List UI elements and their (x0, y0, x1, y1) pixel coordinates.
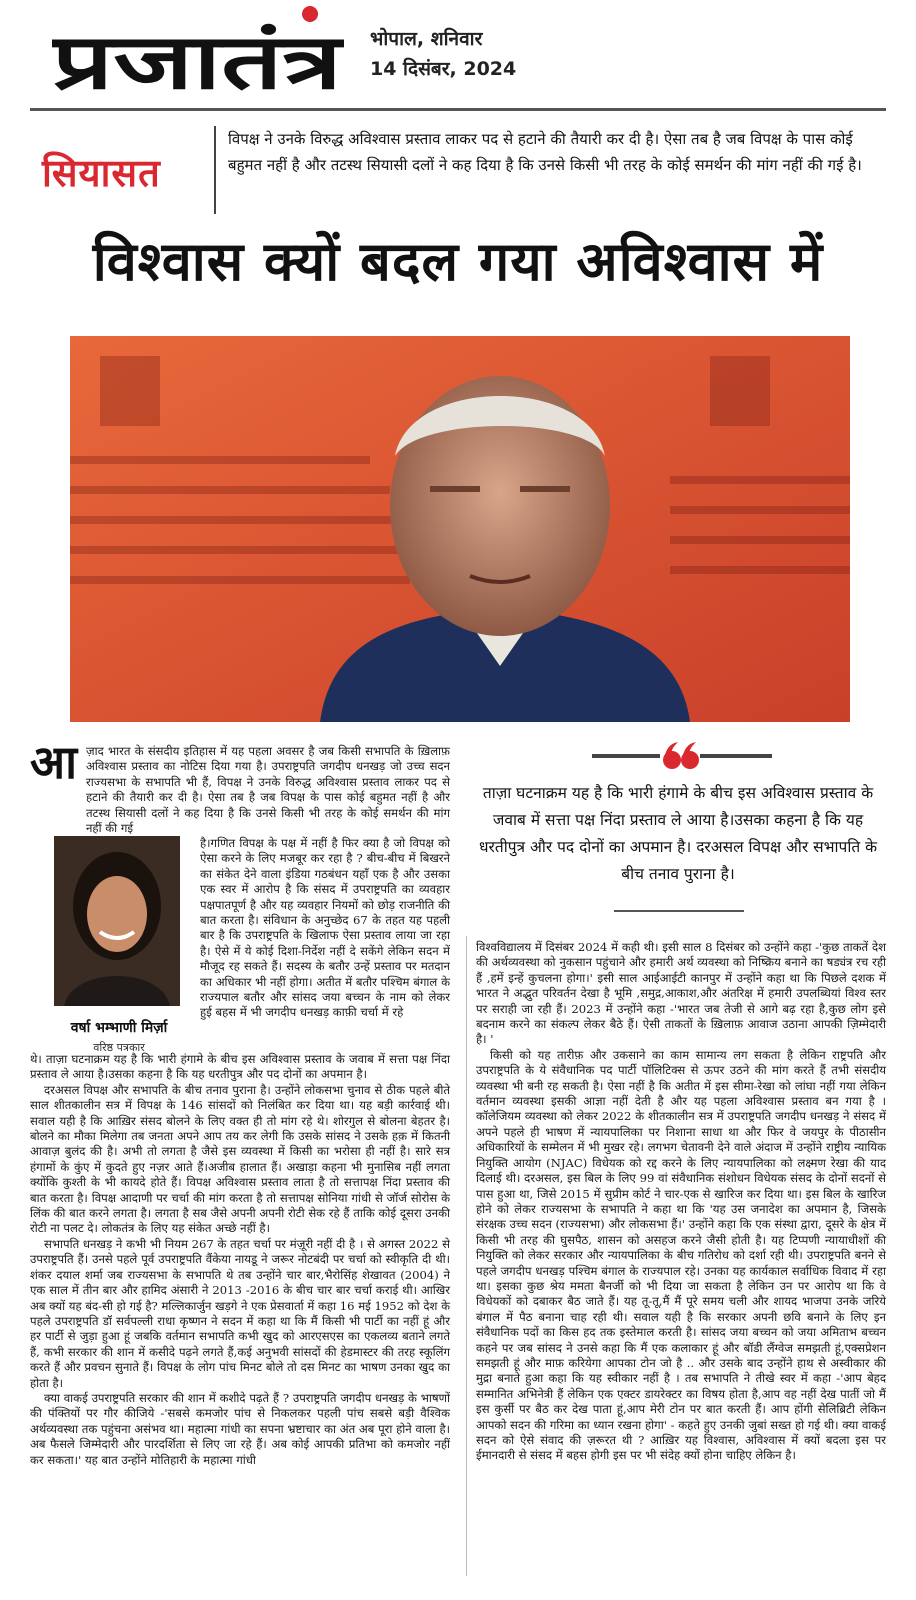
headline: विश्वास क्यों बदल गया अविश्वास में (92, 230, 824, 293)
lead-photo (70, 336, 850, 722)
masthead-rule (30, 108, 886, 111)
issue-date: 14 दिसंबर, 2024 (370, 58, 517, 80)
author-role: वरिष्ठ पत्रकार (93, 1041, 145, 1054)
article-beside-photo: है।गणित विपक्ष के पक्ष में नहीं है फिर क्या है जो विपक्ष को ऐसा करने के लिए मजबूर कर रहा है ? बीच-बीच में बिखरने का संकेत देने वाला इंडिया गठबंधन यहाँ एक है और उसका एक स्वर में आरोप है कि संसद में उपराष्ट्रपति का व्यवहार पक्षपातपूर्ण है और यह व्यवहार नियमों को छोड़ राजनीति की बात करता है। संविधान के अनुच्छेद 67 के तहत यह पहली बार है कि उपराष्ट्रपति के खिलाफ ऐसा प्रस्ताव लाया जा रहा है। ऐसे में ये कोई दिशा-निर्देश नहीं दे सकेंगे लेकिन सदन में मौजूद रह सकते हैं। सदस्य के बतौर उन्हें प्रस्ताव पर मतदान का अधिकार भी नहीं होगा। अतीत में बतौर पश्चिम बंगाल के राज्यपाल बतौर और सांसद जया बच्चन के नाम को लेकर हुई बहस में भी जगदीप धनखड़ काफ़ी चर्चा में रहे (200, 836, 450, 1020)
article-left-column: थे। ताज़ा घटनाक्रम यह है कि भारी हंगामे के बीच इस अविश्वास प्रस्ताव के जवाब में सत्ता पक्ष निंदा प्रस्ताव ले आया है।उसका कहना है कि यह धरतीपुत्र और पद दोनों का अपमान है। दरअसल विपक्ष और सभापति के बीच तनाव पुराना है। उन्होंने लोकसभा चुनाव से ठीक पहले बीते साल शीतकालीन सत्र में विपक्ष के 146 सांसदों को निलंबित कर दिया था। यह बड़ी कार्रवाई थी। सवाल यही है कि आख़िर संसद बोलने के लिए वक्त ही तो मांग रहे थे। शोरगुल से बोलना बेहतर है। बोलने का मौका मिलेगा तब जनता अपने आप तय कर लेगी कि उसके सांसद ने उसके हक़ में कितनी आवाज़ बुलंद की है। अभी तो लगता है जैसे इस व्यवस्था में किसी का भरोसा ही नहीं है। सारे सत्र हंगामों के कुंए में कुदते हुए नज़र आते हैं।अजीब हालात हैं। अखाड़ा कहना भी मुनासिब नहीं लगता क्योंकि कुश्ती के भी कायदे होते हैं। विपक्ष अविश्वास प्रस्ताव लाता है तो सत्तापक्ष निंदा प्रस्ताव की बात करता है। विपक्ष आदाणी पर चर्चा की मांग करता है तो सत्तापक्ष सोनिया गांधी से जॉर्ज सोरोस के लिंक की बात करने लगता है। लगता है सब जैसे अपनी अपनी रोटी सेक रहे हैं ताकि कोई दूसरा उनकी रोटी ना पलट दे। लोकतंत्र के लिए यह संकेत अच्छे नहीं है। सभापति धनखड़ ने कभी भी नियम 267 के तहत चर्चा पर मंज़ूरी नहीं दी है । से अगस्त 2022 से उपराष्ट्रपति हैं। उनसे पहले पूर्व उपराष्ट्रपति वैंकेया नायडू ने जरूर नोटबंदी पर चर्चा को स्वीकृति दी थी। शंकर दयाल शर्मा जब राज्यसभा के सभापति थे तब उन्होंने चार बार,भैरोसिंह शेखावत (2004) ने एक साल में तीन बार और हामिद अंसारी ने 2013 -2016 के बीच चार बार चर्चा कराई थी। आखिर अब क्यों यह बंद-सी हो गई है? मल्लिकार्जुन खड़गे ने एक प्रेसवार्ता में कहा 16 मई 1952 को देश के पहले उपराष्ट्रपति डॉ सर्वपल्ली राधा कृष्णन ने सदन में कहा था कि मैं किसी भी पार्टी का नहीं हूं और हर पार्टी से जुड़ा हुआ हूं जबकि वर्तमान सभापति कभी खुद को आरएसएस का एकलव्य बताने लगते हैं, कभी सरकार की शान में कसीदे पढ़ने लगते हैं,कई अनुभवी सांसदों की हेडमास्टर की तरह स्कूलिंग करते हैं और प्रवचन सुनाते हैं। विपक्ष के लोग पांच मिनट बोले तो दस मिनट का भाषण उनका खुद का होता है। क्या वाकई उपराष्ट्रपति सरकार की शान में कशीदे पढ़ते हैं ? उपराष्ट्रपति जगदीप धनखड़ के भाषणों की पंक्तियों पर गौर कीजिये -'सबसे कमजोर पांच से निकलकर पहली पांच सबसे बड़ी वैश्विक अर्थव्यवस्था तक पहुंचना असंभव था। महात्मा गांधी का सपना भ्रष्टाचार का अंत अब पूरा होने वाला है। अब फैसले जिम्मेदारी और पारदर्शिता से लिए जा रहे हैं। अब कोई आपकी प्रतिभा को कमजोर नहीं कर सकता।' यह बात उन्होंने मोतिहारी के महात्मा गांधी (30, 1052, 450, 1467)
article-opening: ज़ाद भारत के संसदीय इतिहास में यह पहला अवसर है जब किसी सभापति के ख़िलाफ़ अविश्वास प्रस्ताव का नोटिस दिया गया है। उपराष्ट्रपति जगदीप धनखड़ जो उच्च सदन राज्यसभा के सभापति भी हैं, विपक्ष ने उनके विरुद्ध अविश्वास प्रस्ताव लाकर पद से हटाने की तैयारी कर दी है। ऐसा तब है जब विपक्ष के पास कोई बहुमत नहीं है और तटस्थ सियासी दलों ने कह दिया है कि उनसे किसी भी तरह के कोई समर्थन की मांग नहीं की गई (86, 744, 450, 836)
article-right-column: विश्वविद्यालय में दिसंबर 2024 में कही थी। इसी साल 8 दिसंबर को उन्होंने कहा -'कुछ ताकतें देश की अर्थव्यवस्था को नुकसान पहुंचाने और हमारी अर्थ व्यवस्था को निष्क्रिय बनाने का षड्यंत्र रच रही हैं ,हमें इन्हें कुचलना होगा।' इसी साल आईआईटी कानपुर में उन्होंने कहा था कि पिछले दशक में भारत ने अद्भुत परिवर्तन देखा है भूमि ,समुद्र,आकाश,और अंतरिक्ष में हमारी उपलब्धियां विश्व स्तर पर सराही जा रही हैं। 2023 में उन्होंने कहा -'भारत जब तेजी से आगे बढ़ रहा है,कुछ लोग इसे बदनाम करने का संकल्प लेकर बैठे हैं। ऐसी ताकतों के ख़िलाफ़ आवाज उठाना आपकी ज़िम्मेदारी है। ' किसी को यह तारीफ़ और उकसाने का काम सामान्य लग सकता है लेकिन राष्ट्रपति और उपराष्ट्रपति के ये संवैधानिक पद पार्टी पॉलिटिक्स से ऊपर उठने की मांग करते हैं तभी संसदीय व्यवस्था भी बनी रह सकती है। ऐसा नहीं है कि अतीत में इस सीमा-रेखा को लांघा नहीं गया लेकिन वर्तमान व्यवस्था इसकी आज्ञा नहीं देती है और यह पहला अविश्वास प्रस्ताव बन गया है । कॉलेजियम व्यवस्था को लेकर 2022 के शीतकालीन सत्र में उपराष्ट्रपति जगदीप धनखड़ ने संसद में अपने पहले ही भाषण में न्यायपालिका पर निशाना साधा था और फिर वे जयपुर के पीठासीन अधिकारियों के सम्मेलन में भी मुखर रहे। लगभग चेतावनी देने वाले अंदाज में उन्होंने राष्ट्रीय न्यायिक नियुक्ति आयोग (NJAC) विधेयक को रद्द करने के लिए न्यायपालिका को लक्ष्मण रेखा की याद दिलाई थी। दरअसल, इस बिल के लिए 99 वां संवैधानिक संशोधन विधेयक संसद के दोनों सदनों से पास हुआ था, जिसे 2015 में सुप्रीम कोर्ट ने चार-एक से खारिज कर दिया था। इस बिल के खारिज होने को लेकर राज्यसभा के सभापति ने कहा था कि 'यह उस जनादेश का अपमान है, जिसके संरक्षक उच्च सदन (राज्यसभा) और लोकसभा हैं।' उन्होंने कहा कि एक संस्था द्वारा, दूसरे के क्षेत्र में किसी भी तरह की घुसपैठ, शासन को असहज करने जैसी होती है। यह टिप्पणी न्यायाधीशों की नियुक्ति को लेकर सरकार और न्यायपालिका के बीच गतिरोध को दर्शा रही थी। उपराष्ट्रपति बनने से पहले जगदीप धनखड़ पश्चिम बंगाल के राज्यपाल रहे। उनका यह कार्यकाल सर्वाधिक विवाद में रहा था। इसका कुछ श्रेय ममता बैनर्जी को भी दिया जा सकता है लेकिन उन पर आरोप था कि वे विधेयकों को दबाकर बैठ जाते हैं। यह तू-तू,मैं मैं पूरे समय चली और शायद भाजपा उनके जरिये बंगाल में पैठ बनाना चाह रही थी। सवाल यही है कि सरकार अपनी छवि बनाने के लिए इन संवैधानिक पदों का किस हद तक इस्तेमाल करती है। सांसद जया बच्चन को जया अमिताभ बच्चन कहने पर जब सांसद ने उनसे कहा कि मैं एक कलाकार हूं और बॉडी लैंग्वेज समझती हूं,एक्सप्रेशन समझती हूं और माफ़ करियेगा आपका टोन जो है .. और उसके बाद उन्होंने हाथ से अस्वीकार की मुद्रा बनाते हुआ कहा कि यह स्वीकार नहीं है । तब सभापति ने तीखे स्वर में कहा -'आप बेहद सम्मानित अभिनेत्री हैं लेकिन एक एक्टर डायरेक्टर का विषय होता है,आप वह नहीं देख पातीं जो मैं इस कुर्सी पर बैठ कर देख पाता हूं,आप मेरी टोन पर बात करती हैं। आप होंगी सेलिब्रिटी लेकिन आपको सदन की गरिमा का ध्यान रखना होगा' - कहते हुए उनकी जुबां सख्त हो गई थी। क्या वाकई सदन को ऐसे संवाद की ज़रूरत थी ? आख़िर यह विश्वास, अविश्वास में क्यों बदला इस पर ईमानदारी से संसद में बहस होगी इस पर भी संदेह क्यों होना चाहिए लेकिन है। (476, 940, 886, 1463)
drop-cap: आ (30, 736, 78, 788)
author-photo (54, 836, 180, 1006)
author-name: वर्षा भम्भाणी मिर्ज़ा (70, 1020, 168, 1036)
standfirst: विपक्ष ने उनके विरुद्ध अविश्वास प्रस्ताव लाकर पद से हटाने की तैयारी कर दी है। ऐसा तब है जब विपक्ष के पास कोई बहुमत नहीं है और तटस्थ सियासी दलों ने कह दिया है कि उनसे किसी भी तरह के कोई समर्थन की मांग नहीं की गई है। (228, 130, 862, 174)
dateline (370, 24, 516, 84)
pull-quote-rule-bottom (614, 910, 744, 912)
quote-mark-icon (660, 740, 700, 774)
newspaper-logo (52, 4, 344, 100)
pull-quote: ताज़ा घटनाक्रम यह है कि भारी हंगामे के बीच इस अविश्वास प्रस्ताव के जवाब में सत्ता पक्ष निंदा प्रस्ताव ले आया है।उसका कहना है कि यह धरतीपुत्र और पद दोनों का अपमान है। दरअसल विपक्ष और सभापति के बीच तनाव पुराना है। (478, 784, 878, 883)
section-divider (214, 126, 216, 214)
section-label: सियासत (42, 151, 161, 195)
city-day: भोपाल, शनिवार (370, 28, 483, 50)
column-rule (466, 936, 467, 1576)
logo-text: प्रजातंत्र (52, 17, 344, 100)
